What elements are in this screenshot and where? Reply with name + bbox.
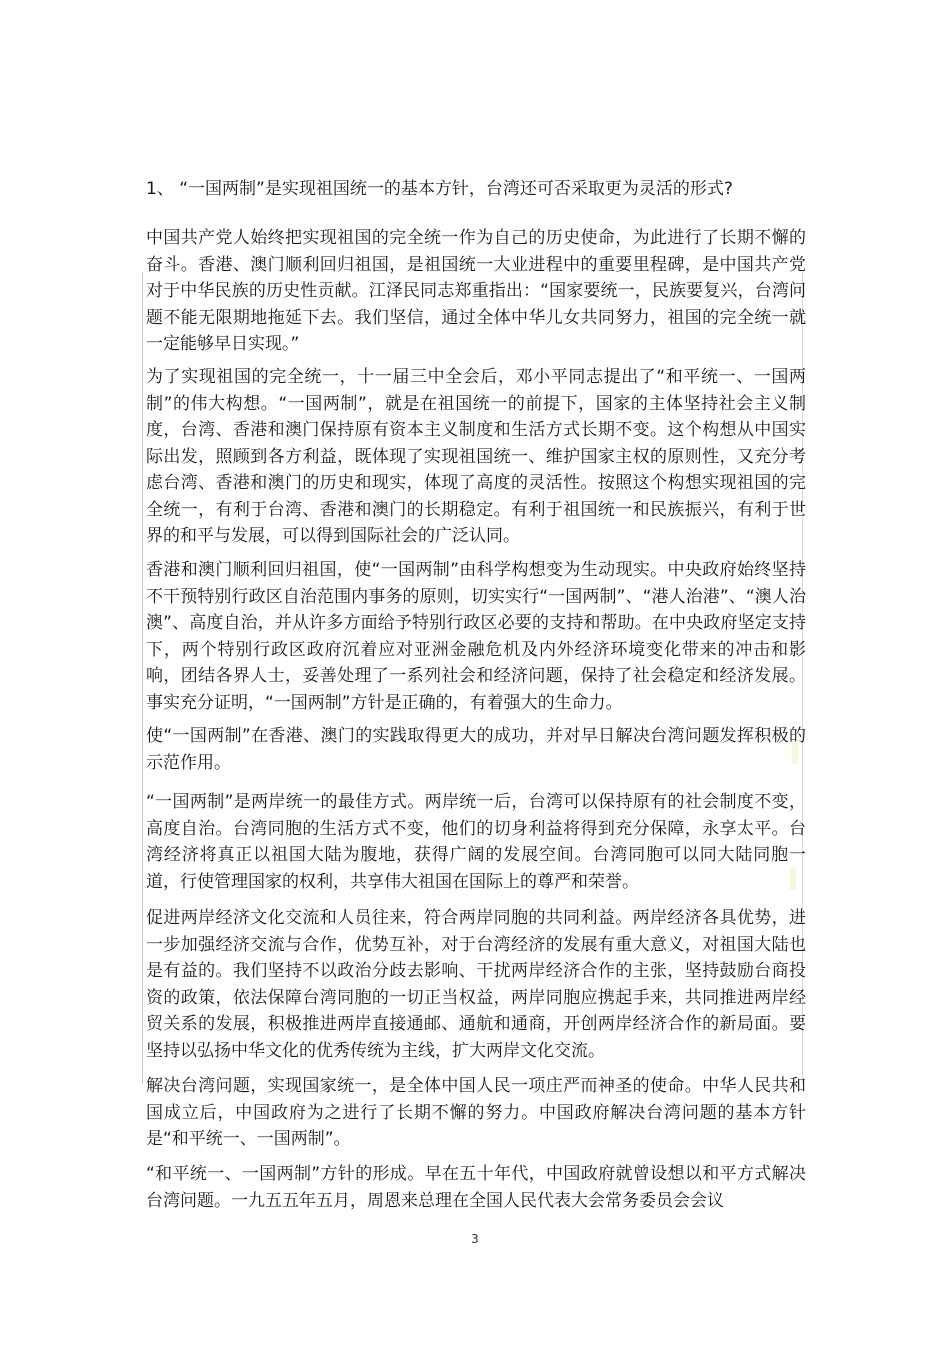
paragraph-4: 使“一国两制”在香港、澳门的实践取得更大的成功，并对早日解决台湾问题发挥积极的示范作用。 [146,726,806,773]
paragraph-6: 促进两岸经济文化交流和人员往来，符合两岸同胞的共同利益。两岸经济各具优势，进一步加强经济交流与合作，优势互补，对于台湾经济的发展有重大意义，对祖国大陆也是有益的。我们坚持不以政治分歧去影响、干扰两岸经济合作的主张，坚持鼓励台商投资的政策，依法保障台湾同胞的一切正当权益，两岸同胞应携起手来，共同推进两岸经贸关系的发展，积极推进两岸直接通邮、通航和通商，开创两岸经济合作的新局面。要坚持以弘扬中华文化的优秀传统为主线，扩大两岸文化交流。 [146,908,806,1061]
paragraph-3: 香港和澳门顺利回归祖国，使“一国两制”由科学构想变为生动现实。中央政府始终坚持不干预特别行政区自治范围内事务的原则，切实实行“一国两制”、“港人治港”、“澳人治澳”、高度自治，并从许多方面给予特别行政区必要的支持和帮助。在中央政府坚定支持下，两个特别行政区政府沉着应对亚洲金融危机及内外经济环境变化带来的冲击和影响，团结各界人士，妥善处理了一系列社会和经济问题，保持了社会稳定和经济发展。事实充分证明，“一国两制”方针是正确的，有着强大的生命力。 [146,560,806,713]
paragraph-1: 中国共产党人始终把实现祖国的完全统一作为自己的历史使命，为此进行了长期不懈的奋斗。香港、澳门顺利回归祖国，是祖国统一大业进程中的重要里程碑，是中国共产党对于中华民族的历史性贡献。江泽民同志郑重指出：“国家要统一，民族要复兴，台湾问题不能无限期地拖延下去。我们坚信，通过全体中华儿女共同努力，祖国的完全统一就一定能够早日实现。” [146,228,806,354]
paragraph-7: 解决台湾问题，实现国家统一，是全体中国人民一项庄严而神圣的使命。中华人民共和国成立后，中国政府为之进行了长期不懈的努力。中国政府解决台湾问题的基本方针是“和平统一、一国两制”。 [146,1076,806,1149]
paragraph-5: “一国两制”是两岸统一的最佳方式。两岸统一后，台湾可以保持原有的社会制度不变，高度自治。台湾同胞的生活方式不变，他们的切身利益将得到充分保障，永享太平。台湾经济将真正以祖国大陆为腹地，获得广阔的发展空间。台湾同胞可以同大陆同胞一道，行使管理国家的权利，共享伟大祖国在国际上的尊严和荣誉。 [146,792,806,892]
paragraph-8: “和平统一、一国两制”方针的形成。早在五十年代，中国政府就曾设想以和平方式解决台湾问题。一九五五年五月，周恩来总理在全国人民代表大会常务委员会会议 [146,1164,806,1211]
paragraph-2: 为了实现祖国的完全统一，十一届三中全会后，邓小平同志提出了“和平统一、一国两制”的伟大构想。“一国两制”，就是在祖国统一的前提下，国家的主体坚持社会主义制度，台湾、香港和澳门保持原有资本主义制度和生活方式长期不变。这个构想从中国实际出发，照顾到各方利益，既体现了实现祖国统一、维护国家主权的原则性，又充分考虑台湾、香港和澳门的历史和现实，体现了高度的灵活性。按照这个构想实现祖国的完全统一，有利于台湾、香港和澳门的长期稳定。有利于祖国统一和民族振兴，有利于世界的和平与发展，可以得到国际社会的广泛认同。 [146,367,806,546]
page-number: 3 [471,1232,479,1246]
scan-frame-left-line [142,272,143,1084]
question-heading: 1、 “一国两制”是实现祖国统一的基本方针，台湾还可否采取更为灵活的形式? [146,179,733,199]
